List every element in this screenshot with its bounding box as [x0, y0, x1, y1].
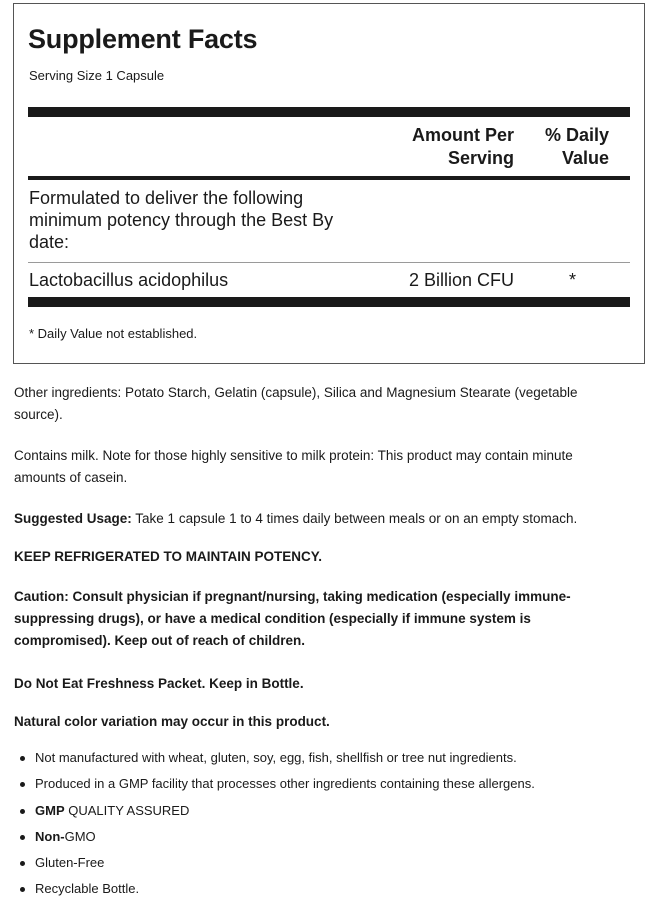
facts-title: Supplement Facts [28, 24, 258, 54]
bullet-icon [20, 835, 25, 840]
ingredient-name: Lactobacillus acidophilus [29, 270, 229, 290]
other-ingredients [14, 382, 646, 426]
list-item-text: QUALITY ASSURED [64, 802, 190, 818]
column-header-dv-line1: % Daily [544, 125, 609, 145]
freshness-packet-warning: Do Not Eat Freshness Packet. Keep in Bottle. [14, 676, 304, 691]
bullet-icon [20, 861, 25, 866]
potency-statement [29, 187, 389, 253]
caution-statement [14, 586, 646, 652]
column-header-amount-line2: Serving [447, 148, 514, 168]
bullet-icon [20, 756, 25, 761]
column-header-amount-line1: Amount Per [411, 125, 514, 145]
caution-line2: suppressing drugs), or have a medical condition (especially if immune system is [14, 611, 531, 626]
list-item [14, 745, 535, 771]
list-item [14, 824, 535, 850]
potency-line1: Formulated to deliver the following [29, 188, 304, 208]
list-item [14, 771, 535, 797]
bullet-icon [20, 887, 25, 892]
caution-line3: compromised). Keep out of reach of children. [14, 633, 306, 648]
list-item-text-bold: Non- [35, 828, 65, 844]
list-item-text-bold: GMP [35, 802, 65, 818]
milk-note-line2: amounts of casein. [14, 470, 128, 485]
list-item [14, 850, 535, 876]
other-ingredients-line2: source). [14, 407, 63, 422]
feature-list [14, 745, 535, 903]
daily-value-footnote: * Daily Value not established. [29, 326, 198, 341]
suggested-usage [14, 508, 646, 530]
list-item [14, 798, 535, 824]
bullet-icon [20, 782, 25, 787]
list-item-text: Gluten-Free [35, 855, 105, 871]
color-variation-note: Natural color variation may occur in this product. [14, 714, 330, 729]
ingredient-amount: 2 Billion CFU [408, 270, 514, 290]
list-item-text: Not manufactured with wheat, gluten, soy, egg, fish, shellfish or tree nut ingredients. [35, 750, 517, 765]
list-item-text: Produced in a GMP facility that processes other ingredients containing these allergens. [35, 776, 535, 792]
ingredient-daily-value: * [569, 270, 577, 290]
list-item [14, 876, 535, 902]
column-header-daily-value [529, 124, 609, 170]
divider-thick-bottom [28, 297, 630, 307]
serving-size: Serving Size 1 Capsule [29, 68, 165, 83]
potency-line3: date: [29, 232, 70, 252]
supplement-facts-panel [13, 3, 645, 364]
other-ingredients-line1: Other ingredients: Potato Starch, Gelatin (capsule), Silica and Magnesium Stearate (vegetable [14, 385, 578, 400]
suggested-usage-label: Suggested Usage: [14, 511, 132, 526]
column-header-amount [384, 124, 514, 170]
list-item-text: GMO [64, 828, 96, 844]
column-header-dv-line2: Value [561, 148, 609, 168]
milk-allergen-note [14, 445, 646, 489]
divider-thin [28, 262, 630, 263]
divider-medium [28, 176, 630, 180]
list-item-text: Recyclable Bottle. [35, 881, 140, 897]
potency-line2: minimum potency through the Best By [29, 210, 334, 230]
caution-line1: Caution: Consult physician if pregnant/nursing, taking medication (especially immune- [14, 589, 571, 604]
milk-note-line1: Contains milk. Note for those highly sensitive to milk protein: This product may contain minute [14, 448, 573, 463]
bullet-icon [20, 809, 25, 814]
suggested-usage-text: Take 1 capsule 1 to 4 times daily between meals or on an empty stomach. [131, 511, 578, 526]
divider-thick-top [28, 107, 630, 117]
refrigerate-warning: KEEP REFRIGERATED TO MAINTAIN POTENCY. [14, 549, 323, 564]
